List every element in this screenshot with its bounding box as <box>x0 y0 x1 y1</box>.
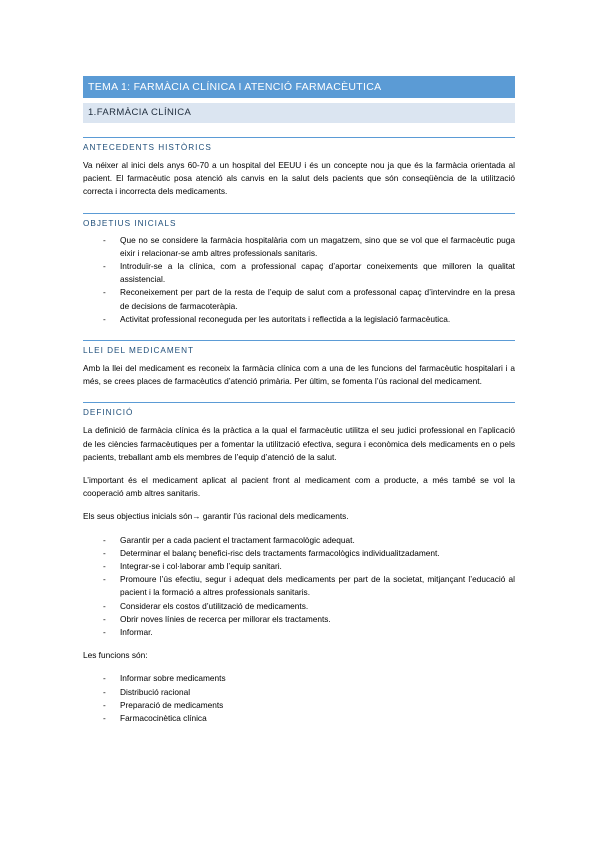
list-item: - Activitat professional reconeguda per les autoritats i reflectida a la legislació farmacèutica. <box>83 313 515 326</box>
paragraph: Els seus objectius inicials són→ garantir l’ús racional dels medicaments. <box>83 511 349 522</box>
bullet-list <box>83 234 515 326</box>
section-heading: OBJETIUS INICIALS <box>83 213 515 228</box>
bullet-list <box>83 534 515 640</box>
list-item: - Farmacocinètica clínica <box>83 712 515 725</box>
bullet-dash: - <box>103 699 106 710</box>
list-item: - Considerar els costos d’utilització de medicaments. <box>83 600 515 613</box>
list-item: - Informar sobre medicaments <box>83 672 515 685</box>
list-item: - Reconeixement per part de la resta de l’equip de salut com a professonal capaç d’intervindre en la presa de decisions de farmacoteràpia. <box>103 287 515 311</box>
list-item: - Integrar-se i col·laborar amb l’equip sanitari. <box>83 560 515 573</box>
list-item: - Obrir noves línies de recerca per millorar els tractaments. <box>83 613 515 626</box>
bullet-dash: - <box>103 627 106 638</box>
bullet-dash: - <box>103 234 106 245</box>
list-item: - Distribució racional <box>83 686 515 699</box>
paragraph: Les funcions són: <box>83 650 148 661</box>
section-llei <box>83 340 515 388</box>
bullet-list <box>83 672 515 725</box>
bullet-dash: - <box>103 713 106 724</box>
section-objectius <box>83 213 515 326</box>
paragraph: La definició de farmàcia clínica és la pràctica a la qual el farmacèutic utilitza el seu judici professional en l’aplicació de les ciències farmacèutiques per a fomentar la utilització efectiva, segura i econòmica dels medicaments en o pels pacients, treballant amb els membres de l’equip d’atenció de la salut. <box>83 425 515 462</box>
bullet-dash: - <box>103 261 106 272</box>
bullet-dash: - <box>103 686 106 697</box>
paragraph: L’important és el medicament aplicat al pacient front al medicament com a producte, a més també se vol la cooperació amb altres sanitaris. <box>83 475 515 499</box>
list-item: - Que no se considere la farmàcia hospitalària com un magatzem, sino que se vol que el farmacèutic puga eixir i relacionar-se amb altres professionals sanitaris. <box>103 234 515 258</box>
list-item: - Determinar el balanç benefici-risc dels tractaments farmacològics individualitzadament. <box>83 547 515 560</box>
bullet-dash: - <box>103 313 106 324</box>
list-item: - Preparació de medicaments <box>83 699 515 712</box>
list-item: - Informar. <box>83 626 515 639</box>
section-heading: LLEI DEL MEDICAMENT <box>83 340 515 355</box>
chapter-title-bar <box>83 76 515 98</box>
section-heading: DEFINICIÓ <box>83 402 515 417</box>
document-page <box>83 76 515 725</box>
bullet-dash: - <box>103 534 106 545</box>
bullet-dash: - <box>103 287 106 298</box>
bullet-dash: - <box>103 561 106 572</box>
section-definicio <box>83 402 515 725</box>
list-item: - Promoure l’ús efectiu, segur i adequat dels medicaments per part de la societat, mitjançant l’educació al pacient i la formació a altres professionals sanitaris. <box>103 574 515 598</box>
bullet-dash: - <box>103 547 106 558</box>
chapter-title: TEMA 1: FARMÀCIA CLÍNICA I ATENCIÓ FARMACÈUTICA <box>88 81 382 93</box>
section-antecedents <box>83 137 515 199</box>
section-heading: ANTECEDENTS HISTÒRICS <box>83 137 515 152</box>
section-title-bar <box>83 103 515 123</box>
list-item: - Introduïr-se a la clínica, com a professional capaç d’aportar coneixements que milloren la qualitat assistencial. <box>103 261 515 285</box>
paragraph: Va néixer al inici dels anys 60-70 a un hospital del EEUU i és un concepte nou ja que és la farmàcia orientada al pacient. El farmacèutic posa atenció als canvis en la salut dels pacients que són conseqüència de la utilització correcta i incorrecta dels medicaments. <box>83 160 515 197</box>
bullet-dash: - <box>103 600 106 611</box>
list-item: - Garantir per a cada pacient el tractament farmacològic adequat. <box>83 534 515 547</box>
bullet-dash: - <box>103 613 106 624</box>
bullet-dash: - <box>103 673 106 684</box>
paragraph: Amb la llei del medicament es reconeix la farmàcia clínica com a una de les funcions del farmacèutic hospitalari i a més, se crees places de farmacèutics d’atenció primària. Per últim, se fomenta l’ús racional del medicament. <box>83 363 515 387</box>
section-title: 1.FARMÀCIA CLÍNICA <box>88 107 192 118</box>
bullet-dash: - <box>103 574 106 585</box>
